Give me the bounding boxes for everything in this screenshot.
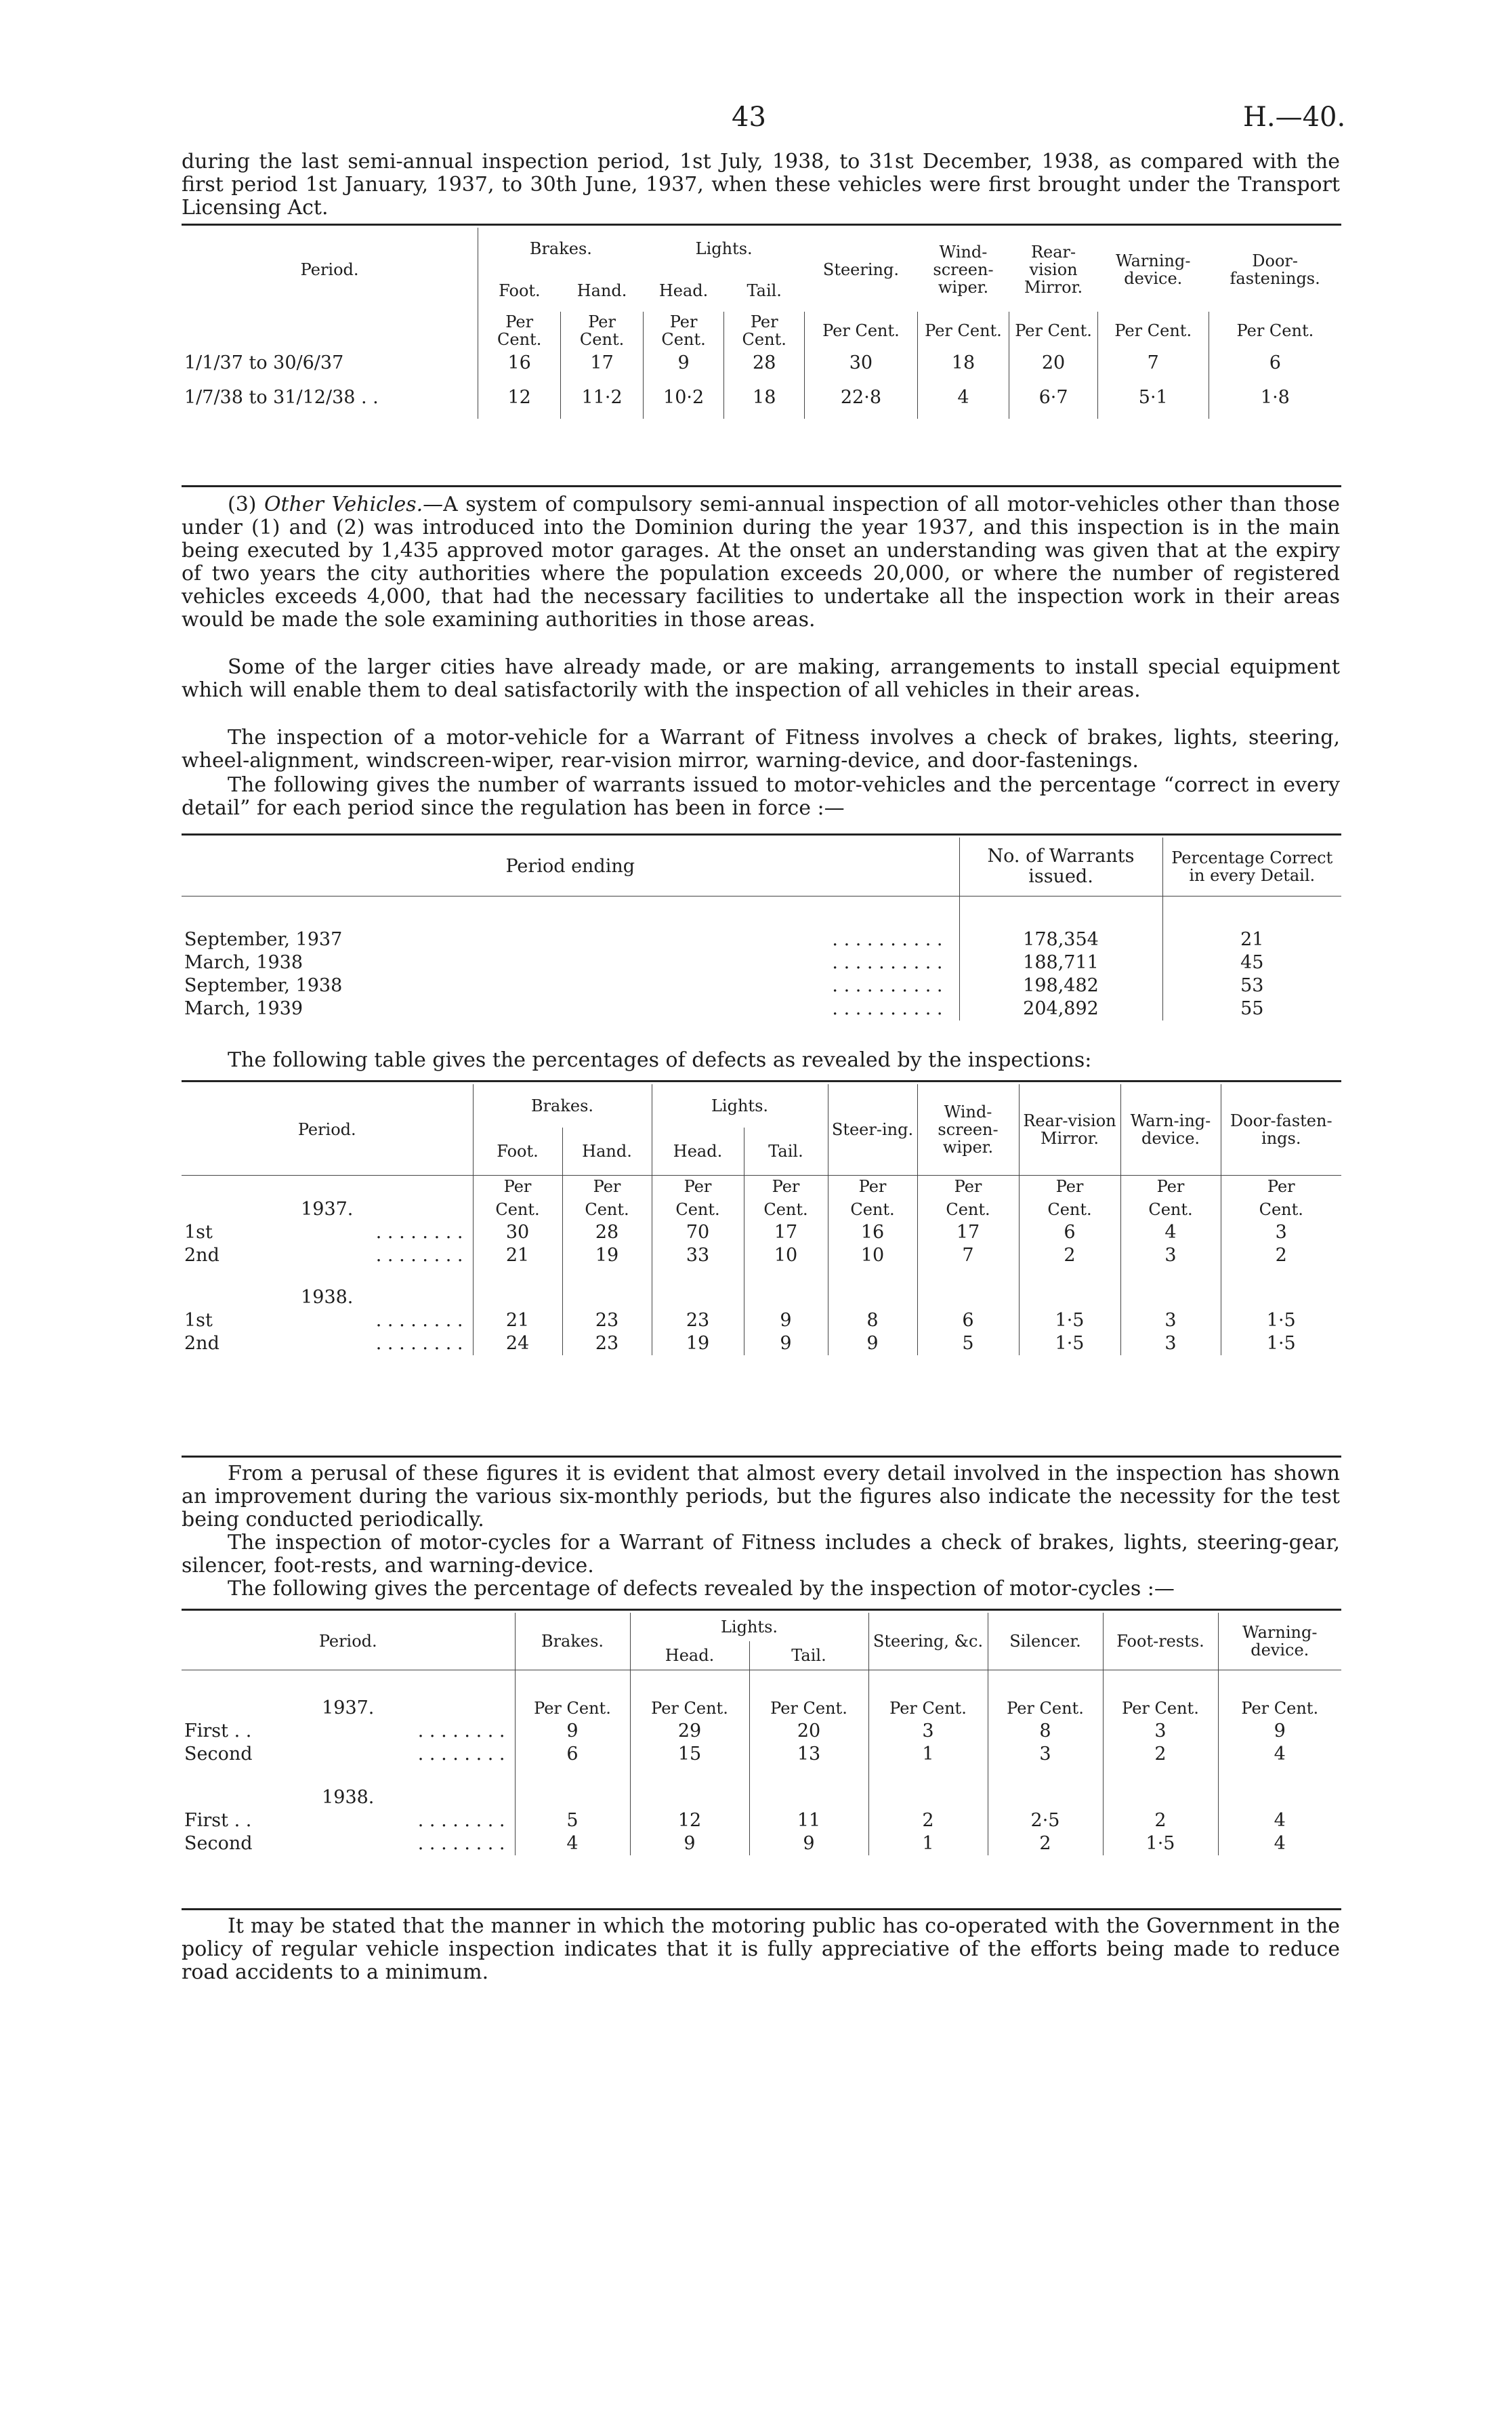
section3-paragraph-4: The following gives the number of warrants issued to motor-vehicles and the percentage “correct in every detail” for each period since the regulation has been in force :— [182, 773, 1340, 820]
table-cell: 4 [515, 1832, 630, 1855]
table4-bottom-rule [182, 1908, 1341, 1910]
t3-row-label [182, 1309, 473, 1332]
t1-head-windscreen: Wind-screen-wiper. [933, 243, 994, 297]
table-cell: 19 [652, 1332, 744, 1355]
t2-period-label: September, 1937 [184, 929, 343, 950]
table-row [182, 974, 1341, 997]
t4-unit: Per Cent. [1218, 1697, 1341, 1720]
t3-row-label [182, 1332, 473, 1355]
table-cell: 21 [1162, 928, 1341, 951]
dot-leaders: . . . . . . . . [417, 1833, 505, 1854]
dot-leaders: . . . . . . . . . . [832, 929, 943, 950]
intro-paragraph: during the last semi-annual inspection period, 1st July, 1938, to 31st December, 1938, as compared with the first period 1st January, 1937, to 30th June, 1937, when these vehicles were first brought under the Transport Licensing Act. [182, 150, 1340, 220]
section3-p1-text: —A system of compulsory semi-annual inspection of all motor-vehicles other than those under (1) and (2) was introduced into the Dominion during the year 1937, and this inspection is in the main being executed by 1,435 approved motor garages. At the onset an understanding was given that at the expiry of two years the city authorities where the population exceeds 20,000, or where the number of registered vehicles exceeds 4,000, that had the necessary facilities to undertake all the inspection work in their areas would be made the sole examining authorities in those areas. [182, 493, 1340, 632]
t4-head-steering: Steering, &c. [868, 1613, 988, 1670]
table-cell: 188,711 [959, 951, 1162, 974]
t3-unit: Cent. [828, 1198, 917, 1221]
t3-unit: Per [652, 1175, 744, 1198]
t3-year: 1937. [301, 1199, 354, 1220]
dot-leaders: . . . . . . . . [375, 1333, 463, 1354]
t4-head-silencer: Silencer. [988, 1613, 1103, 1670]
t4-year: 1938. [322, 1787, 375, 1808]
table-cell: 3 [1120, 1309, 1221, 1332]
table-row [182, 1832, 1341, 1855]
after-table3-paragraph-3: The following gives the percentage of defects revealed by the inspection of motor-cycles :— [228, 1577, 1175, 1601]
t4-unit: Per Cent. [868, 1697, 988, 1720]
t3-unit: Cent. [473, 1198, 562, 1221]
t4-head-footrests: Foot-rests. [1103, 1613, 1218, 1670]
table-cell: 22·8 [805, 377, 917, 419]
table4-top-rule [182, 1609, 1341, 1611]
table2-top-rule [182, 833, 1341, 836]
table-row [182, 1809, 1341, 1832]
section-heading: Other Vehicles. [264, 493, 423, 516]
t3-unit: Per [562, 1175, 652, 1198]
t3-unit: Per [828, 1175, 917, 1198]
table-cell: 16 [828, 1221, 917, 1244]
t4-unit: Per Cent. [1103, 1697, 1218, 1720]
t1-head-head: Head. [658, 281, 709, 300]
dot-leaders: . . . . . . . . [375, 1310, 463, 1331]
table-cell: 9 [744, 1332, 828, 1355]
t3-unit: Per [1221, 1175, 1341, 1198]
table1-top-rule [182, 224, 1341, 226]
t4-unit: Per Cent. [988, 1697, 1103, 1720]
t3-head-steering: Steer-ing. [828, 1084, 917, 1175]
dot-leaders: . . . . . . . . . . [832, 952, 943, 973]
t2-period-label: March, 1938 [184, 952, 303, 973]
after-table3-paragraph-2: The inspection of motor-cycles for a Warrant of Fitness includes a check of brakes, lights, steering-gear, silencer, foot-rests, and warning-device. [182, 1531, 1340, 1578]
table-cell: 9 [749, 1832, 868, 1855]
table-cell: 6 [1209, 350, 1341, 377]
table-cell: 2 [1103, 1743, 1218, 1766]
t3-unit: Cent. [562, 1198, 652, 1221]
t1-unit: Per Cent. [724, 312, 805, 350]
table-cell: 11·2 [561, 377, 644, 419]
dot-leaders: . . . . . . . . [417, 1720, 505, 1741]
t1-head-hand: Hand. [576, 281, 627, 300]
t1-head-foot: Foot. [478, 270, 561, 312]
t4-head-head: Head. [630, 1641, 749, 1670]
table-cell: 2·5 [988, 1809, 1103, 1832]
t3-head-warning: Warn-ing-device. [1120, 1084, 1221, 1175]
table-cell: 23 [562, 1332, 652, 1355]
table-cell: 30 [805, 350, 917, 377]
t3-head-foot: Foot. [473, 1128, 562, 1175]
table-cell: 2 [1221, 1244, 1341, 1267]
table-cell: 16 [478, 350, 561, 377]
page-number: 43 [732, 102, 766, 133]
table-cell: 1·5 [1019, 1309, 1120, 1332]
t3-head-tail: Tail. [744, 1128, 828, 1175]
table-cell: 3 [1120, 1244, 1221, 1267]
t2-head-period: Period ending [505, 855, 635, 877]
t4-unit: Per Cent. [630, 1697, 749, 1720]
table-cell: 10 [828, 1244, 917, 1267]
table-row [182, 1244, 1341, 1267]
t3-unit: Per [1019, 1175, 1120, 1198]
t3-row-name: 2nd [184, 1333, 219, 1354]
table-row [182, 377, 1341, 419]
table-cell: 5·1 [1097, 377, 1209, 419]
table-cell: 21 [473, 1244, 562, 1267]
t1-unit: Per Cent. [1009, 312, 1097, 350]
after-table3-paragraph-1: From a perusal of these figures it is evident that almost every detail involved in the inspection has shown an improvement during the various six-monthly periods, but the figures also indicate the necessity for the test being conducted periodically. [182, 1462, 1340, 1531]
t1-unit: Per Cent. [805, 312, 917, 350]
t1-unit: Per Cent. [917, 312, 1009, 350]
table-cell: 6 [1019, 1221, 1120, 1244]
t4-row-label [182, 1809, 515, 1832]
table-cell: 13 [749, 1743, 868, 1766]
table-cell: 8 [828, 1309, 917, 1332]
t3-year: 1938. [301, 1287, 354, 1308]
table-cell: 24 [473, 1332, 562, 1355]
table-row [182, 350, 1341, 377]
t3-head-period: Period. [297, 1119, 356, 1139]
table-cell: 6 [917, 1309, 1019, 1332]
table-cell: 3 [1120, 1332, 1221, 1355]
table-cell: 9 [1218, 1720, 1341, 1743]
t1-unit: Per Cent. [1209, 312, 1341, 350]
table-cell: 9 [515, 1720, 630, 1743]
table-cell: 5 [917, 1332, 1019, 1355]
section3-paragraph-1 [182, 493, 1340, 632]
table-cell: 1·5 [1019, 1332, 1120, 1355]
table-cell: 30 [473, 1221, 562, 1244]
t1-head-tail: Tail. [747, 281, 782, 300]
table-cell: 198,482 [959, 974, 1162, 997]
t3-head-windscreen: Wind-screen-wiper. [917, 1084, 1019, 1175]
t3-head-head: Head. [652, 1128, 744, 1175]
t1-head-door: Door-fastenings. [1230, 251, 1320, 288]
table-cell: 9 [744, 1309, 828, 1332]
table1-defects-by-period [182, 228, 1341, 419]
table-cell: 28 [562, 1221, 652, 1244]
table-cell: 4 [917, 377, 1009, 419]
table-row [182, 1221, 1341, 1244]
t4-row-label [182, 1720, 515, 1743]
dot-leaders: . . . . . . . . [417, 1810, 505, 1831]
t3-head-rearvision: Rear-vision Mirror. [1019, 1084, 1120, 1175]
table-cell: 1·8 [1209, 377, 1341, 419]
table-cell: 55 [1162, 997, 1341, 1021]
t3-row-name: 1st [184, 1222, 213, 1243]
table-cell: 9 [828, 1332, 917, 1355]
table-cell: 204,892 [959, 997, 1162, 1021]
t4-head-brakes: Brakes. [515, 1613, 630, 1670]
table-cell: 11 [749, 1809, 868, 1832]
t3-row-label [182, 1244, 473, 1267]
table-cell: 21 [473, 1309, 562, 1332]
t3-row-name: 2nd [184, 1245, 219, 1266]
t4-head-lights: Lights. [630, 1613, 868, 1641]
table3-defect-percentages [182, 1084, 1341, 1355]
table-cell: 45 [1162, 951, 1341, 974]
table-cell: 23 [562, 1309, 652, 1332]
table3-top-rule [182, 1080, 1341, 1082]
dot-leaders: . . . . . . . . [375, 1222, 463, 1243]
t4-year: 1937. [322, 1697, 375, 1718]
t1-head-brakes: Brakes. [478, 228, 644, 270]
t2-head-percentage: Percentage Correct in every Detail. [1162, 838, 1341, 896]
t4-unit: Per Cent. [515, 1697, 630, 1720]
t1-unit: Per Cent. [478, 312, 561, 350]
table-row [182, 1309, 1341, 1332]
t3-unit: Cent. [1019, 1198, 1120, 1221]
t1-unit: Per Cent. [644, 312, 724, 350]
table-cell: 7 [1097, 350, 1209, 377]
t2-period-label: September, 1938 [184, 975, 343, 996]
table-cell: 3 [988, 1743, 1103, 1766]
t2-head-warrants: No. of Warrants issued. [959, 838, 1162, 896]
table-row [182, 951, 1341, 974]
table-cell: 5 [515, 1809, 630, 1832]
table-cell: 4 [1218, 1832, 1341, 1855]
table-row [182, 1743, 1341, 1766]
t3-row-name: 1st [184, 1310, 213, 1331]
table-row [182, 1720, 1341, 1743]
table-cell: 178,354 [959, 928, 1162, 951]
table-cell: 6·7 [1009, 377, 1097, 419]
table-cell: 20 [1009, 350, 1097, 377]
table-cell: 1 [868, 1832, 988, 1855]
t3-head-brakes: Brakes. [473, 1084, 652, 1128]
table-cell: 12 [478, 377, 561, 419]
dot-leaders: . . . . . . . . [417, 1744, 505, 1765]
dot-leaders: . . . . . . . . . . [832, 975, 943, 996]
table1-bottom-rule [182, 485, 1341, 487]
table-cell: 2 [868, 1809, 988, 1832]
table-cell: 8 [988, 1720, 1103, 1743]
table-cell: 10·2 [644, 377, 724, 419]
document-reference: H.—40. [1243, 102, 1346, 133]
table2-warrants-issued [182, 838, 1341, 1021]
table-cell: 6 [515, 1743, 630, 1766]
t4-head-warning: Warning-device. [1218, 1613, 1341, 1670]
t4-head-tail: Tail. [749, 1641, 868, 1670]
table-cell: 29 [630, 1720, 749, 1743]
dot-leaders: . . . . . . . . . . [832, 998, 943, 1019]
table-cell: 53 [1162, 974, 1341, 997]
table-cell: 1·5 [1221, 1309, 1341, 1332]
table-cell: 20 [749, 1720, 868, 1743]
t1-head-steering: Steering. [822, 260, 899, 279]
t3-unit: Cent. [652, 1198, 744, 1221]
t1-unit: Per Cent. [561, 312, 644, 350]
table-cell: 70 [652, 1221, 744, 1244]
table-cell: 18 [724, 377, 805, 419]
table-cell: 2 [1103, 1809, 1218, 1832]
table-cell: 7 [917, 1244, 1019, 1267]
table-cell: 23 [652, 1309, 744, 1332]
t3-unit: Cent. [744, 1198, 828, 1221]
table-cell: 4 [1218, 1809, 1341, 1832]
table-cell: 4 [1218, 1743, 1341, 1766]
t4-unit: Per Cent. [749, 1697, 868, 1720]
t4-row-name: First . . [184, 1810, 252, 1831]
section-number: (3) [228, 493, 257, 516]
t3-head-lights: Lights. [652, 1084, 828, 1128]
t3-unit: Per [917, 1175, 1019, 1198]
t1-head-warning: Warning-device. [1116, 251, 1191, 288]
t3-head-door: Door-fasten-ings. [1221, 1084, 1341, 1175]
t4-row-name: First . . [184, 1720, 252, 1741]
table-cell: 19 [562, 1244, 652, 1267]
table-cell: 1·5 [1103, 1832, 1218, 1855]
table-cell: 3 [1221, 1221, 1341, 1244]
t1-head-rearvision: Rear-vision Mirror. [1024, 243, 1083, 297]
table-row [182, 928, 1341, 951]
t1-head-period: Period. [300, 260, 359, 279]
t3-unit: Cent. [917, 1198, 1019, 1221]
table-cell: 33 [652, 1244, 744, 1267]
table-cell: 17 [917, 1221, 1019, 1244]
table4-motorcycle-defects [182, 1613, 1341, 1855]
section3-paragraph-2: Some of the larger cities have already made, or are making, arrangements to install special equipment which will enable them to deal satisfactorily with the inspection of all vehicles in their areas. [182, 655, 1340, 702]
table-cell: 9 [630, 1832, 749, 1855]
t2-row-period [182, 951, 959, 974]
table-cell: 9 [644, 350, 724, 377]
t1-unit: Per Cent. [1097, 312, 1209, 350]
table3-intro: The following table gives the percentages of defects as revealed by the inspections: [228, 1048, 1092, 1072]
table-cell: 15 [630, 1743, 749, 1766]
t1-row-period: 1/1/37 to 30/6/37 [184, 352, 344, 373]
table-row [182, 997, 1341, 1021]
table-cell: 3 [1103, 1720, 1218, 1743]
t4-row-label [182, 1743, 515, 1766]
closing-paragraph: It may be stated that the manner in which the motoring public has co-operated with the Government in the policy of regular vehicle inspection indicates that it is fully appreciative of the efforts being made to reduce road accidents to a minimum. [182, 1914, 1340, 1984]
section3-paragraph-3: The inspection of a motor-vehicle for a Warrant of Fitness involves a check of brakes, lights, steering, wheel-alignment, windscreen-wiper, rear-vision mirror, warning-device, and door-fastenings. [182, 726, 1340, 772]
t4-row-label [182, 1832, 515, 1855]
table-cell: 2 [988, 1832, 1103, 1855]
t2-period-label: March, 1939 [184, 998, 303, 1019]
t2-row-period [182, 997, 959, 1021]
table-cell: 1 [868, 1743, 988, 1766]
table-cell: 2 [1019, 1244, 1120, 1267]
t4-head-period: Period. [318, 1631, 377, 1651]
t3-unit: Per [744, 1175, 828, 1198]
t2-row-period [182, 928, 959, 951]
table-cell: 4 [1120, 1221, 1221, 1244]
table-cell: 28 [724, 350, 805, 377]
table-cell: 12 [630, 1809, 749, 1832]
table-cell: 17 [561, 350, 644, 377]
t3-head-hand: Hand. [562, 1128, 652, 1175]
t3-unit: Cent. [1120, 1198, 1221, 1221]
table-row [182, 1332, 1341, 1355]
table-cell: 3 [868, 1720, 988, 1743]
table3-bottom-rule [182, 1456, 1341, 1458]
t1-row-period: 1/7/38 to 31/12/38 . . [184, 387, 379, 408]
t3-row-label [182, 1221, 473, 1244]
table-cell: 10 [744, 1244, 828, 1267]
t4-row-name: Second [184, 1744, 253, 1765]
t2-row-period [182, 974, 959, 997]
t3-unit: Cent. [1221, 1198, 1341, 1221]
table-cell: 17 [744, 1221, 828, 1244]
table-cell: 18 [917, 350, 1009, 377]
t3-unit: Per [1120, 1175, 1221, 1198]
t4-row-name: Second [184, 1833, 253, 1854]
t3-unit: Per [473, 1175, 562, 1198]
dot-leaders: . . . . . . . . [375, 1245, 463, 1266]
table-cell: 1·5 [1221, 1332, 1341, 1355]
t1-head-lights: Lights. [695, 239, 753, 258]
